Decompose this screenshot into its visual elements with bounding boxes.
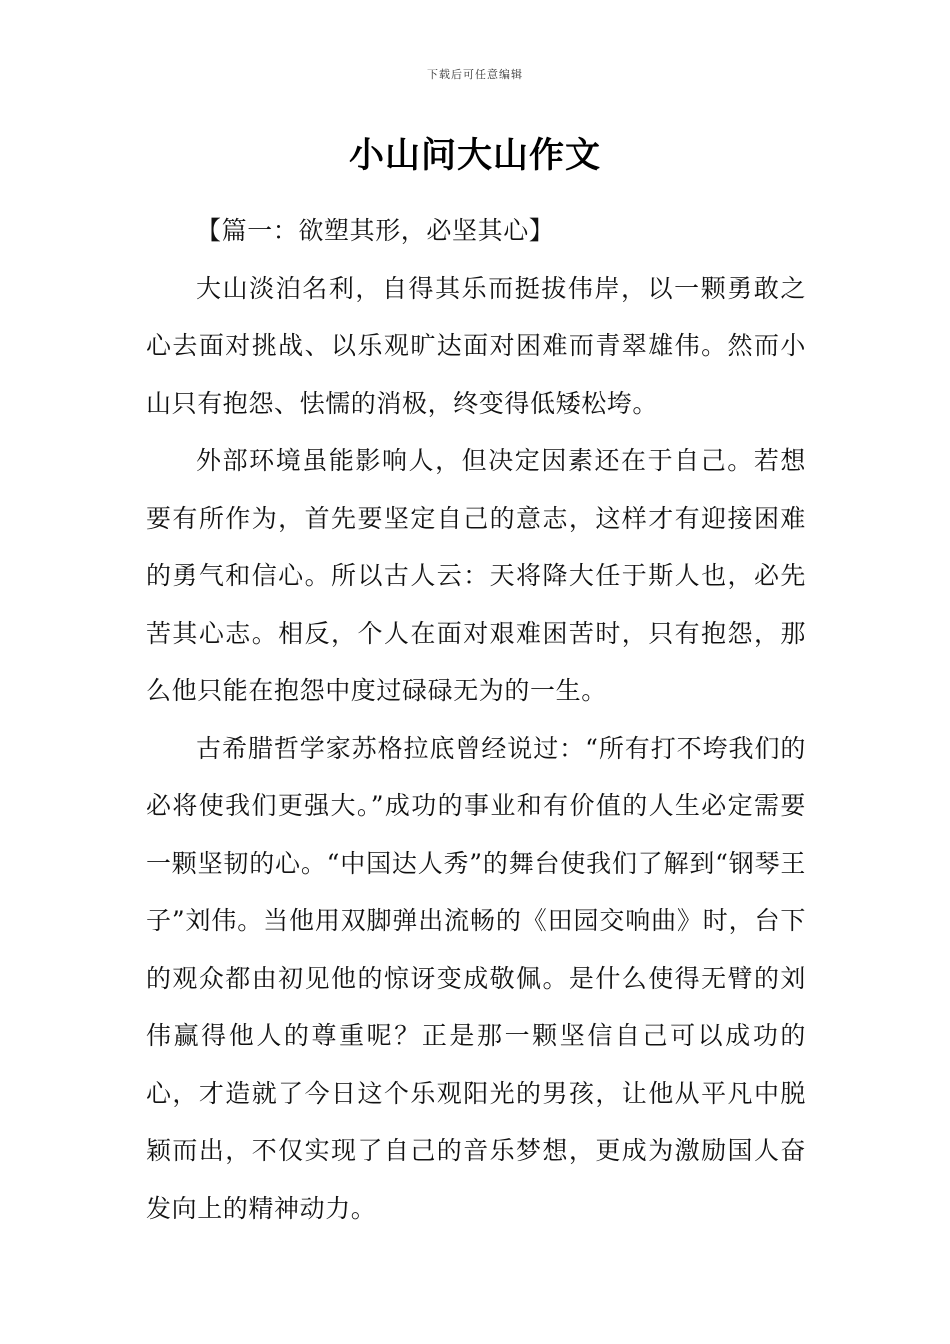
section-heading: 【篇一：欲塑其形，必坚其心】 [196,216,555,245]
paragraph-3: 古希腊哲学家苏格拉底曾经说过：“所有打不垮我们的必将使我们更强大。”成功的事业和有价值的人生必定需要一颗坚韧的心。“中国达人秀”的舞台使我们了解到“钢琴王子”刘伟。当他用双脚弹出流畅的《田园交响曲》时，台下的观众都由初见他的惊讶变成敬佩。是什么使得无臂的刘伟赢得他人的尊重呢？正是那一颗坚信自己可以成功的心，才造就了今日这个乐观阳光的男孩，让他从平凡中脱颖而出，不仅实现了自己的音乐梦想，更成为激励国人奋发向上的精神动力。 [146,733,806,1223]
header-note: 下载后可任意编辑 [427,68,523,81]
paragraph-1: 大山淡泊名利，自得其乐而挺拔伟岸，以一颗勇敢之心去面对挑战、以乐观旷达面对困难而青翠雄伟。然而小山只有抱怨、怯懦的消极，终变得低矮松垮。 [146,273,806,418]
article-body [146,202,806,1237]
paragraph-2: 外部环境虽能影响人，但决定因素还在于自己。若想要有所作为，首先要坚定自己的意志，这样才有迎接困难的勇气和信心。所以古人云：天将降大任于斯人也，必先苦其心志。相反，个人在面对艰难困苦时，只有抱怨，那么他只能在抱怨中度过碌碌无为的一生。 [146,446,806,705]
page-title: 小山问大山作文 [348,136,601,176]
